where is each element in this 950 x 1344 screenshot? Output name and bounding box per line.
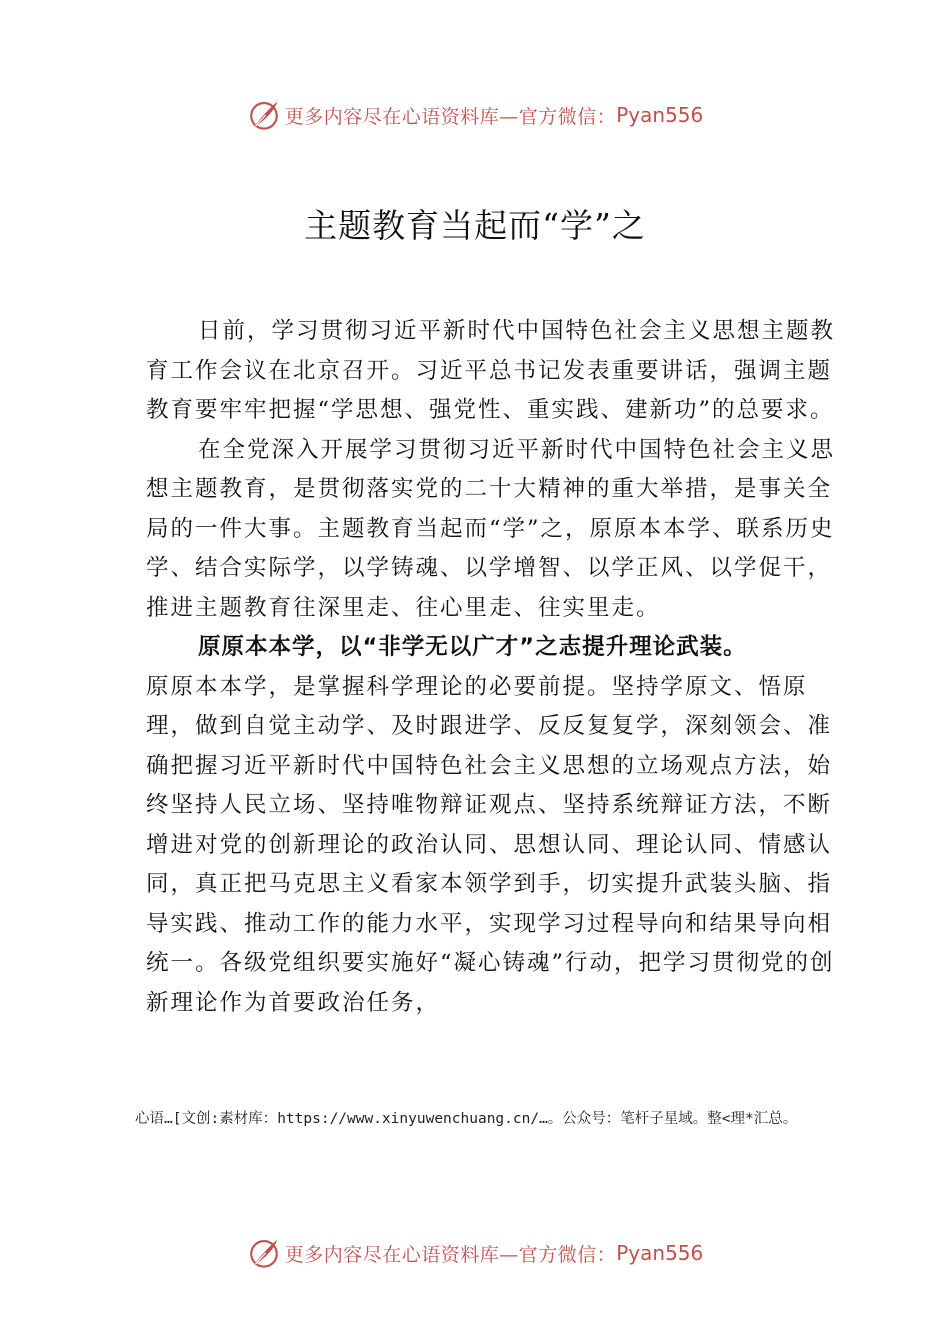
paragraph-1-text: 日前，学习贯彻习近平新时代中国特色社会主义思想主题教育工作会议在北京召开。习近平总书记发表重要讲话，强调主题教育要牢牢把握“学思想、强党性、重实践、建新功”的总要求。: [146, 318, 836, 423]
footer-banner: [0, 1233, 950, 1273]
header-banner: [0, 95, 950, 135]
quill-pen-logo-icon: [247, 98, 281, 132]
banner-wechat-handle: Pyan556: [616, 1241, 704, 1265]
paragraph-3-text: 原原本本学，是掌握科学理论的必要前提。坚持学原文、悟原理，做到自觉主动学、及时跟进学、反反复复学，深刻领会、准确把握习近平新时代中国特色社会主义思想的立场观点方法，始终坚持人民立场、坚持唯物辩证观点、坚持系统辩证方法，不断增进对党的创新理论的政治认同、思想认同、理论认同、情感认同，真正把马克思主义看家本领学到手，切实提升武装头脑、指导实践、推动工作的能力水平，实现学习过程导向和结果导向相统一。各级党组织要实施好“凝心铸魂”行动，把学习贯彻党的创新理论作为首要政治任务，: [146, 673, 835, 1016]
quill-pen-logo-icon: [247, 1236, 281, 1270]
source-footnote: 心语…[文创:素材库：https://www.xinyuwenchuang.cn/…。公众号：笔杆子星域。整<理*汇总。: [135, 1111, 798, 1127]
document-body: [146, 312, 836, 1023]
banner-wechat-handle: Pyan556: [616, 103, 704, 127]
document-title: 主题教育当起而“学”之: [304, 206, 646, 245]
paragraph-1: [146, 312, 836, 431]
paragraph-3: [146, 628, 836, 1023]
paragraph-2: [146, 431, 836, 629]
banner-text: 更多内容尽在心语资料库—官方微信：: [284, 1243, 617, 1266]
paragraph-3-lead: 原原本本学，以“非学无以广才”之志提升理论武装。: [198, 634, 747, 660]
banner-text: 更多内容尽在心语资料库—官方微信：: [284, 105, 617, 128]
paragraph-2-text: 在全党深入开展学习贯彻习近平新时代中国特色社会主义思想主题教育，是贯彻落实党的二十大精神的重大举措，是事关全局的一件大事。主题教育当起而“学”之，原原本本学、联系历史学、结合实际学，以学铸魂、以学增智、以学正风、以学促干，推进主题教育往深里走、往心里走、往实里走。: [146, 436, 836, 621]
